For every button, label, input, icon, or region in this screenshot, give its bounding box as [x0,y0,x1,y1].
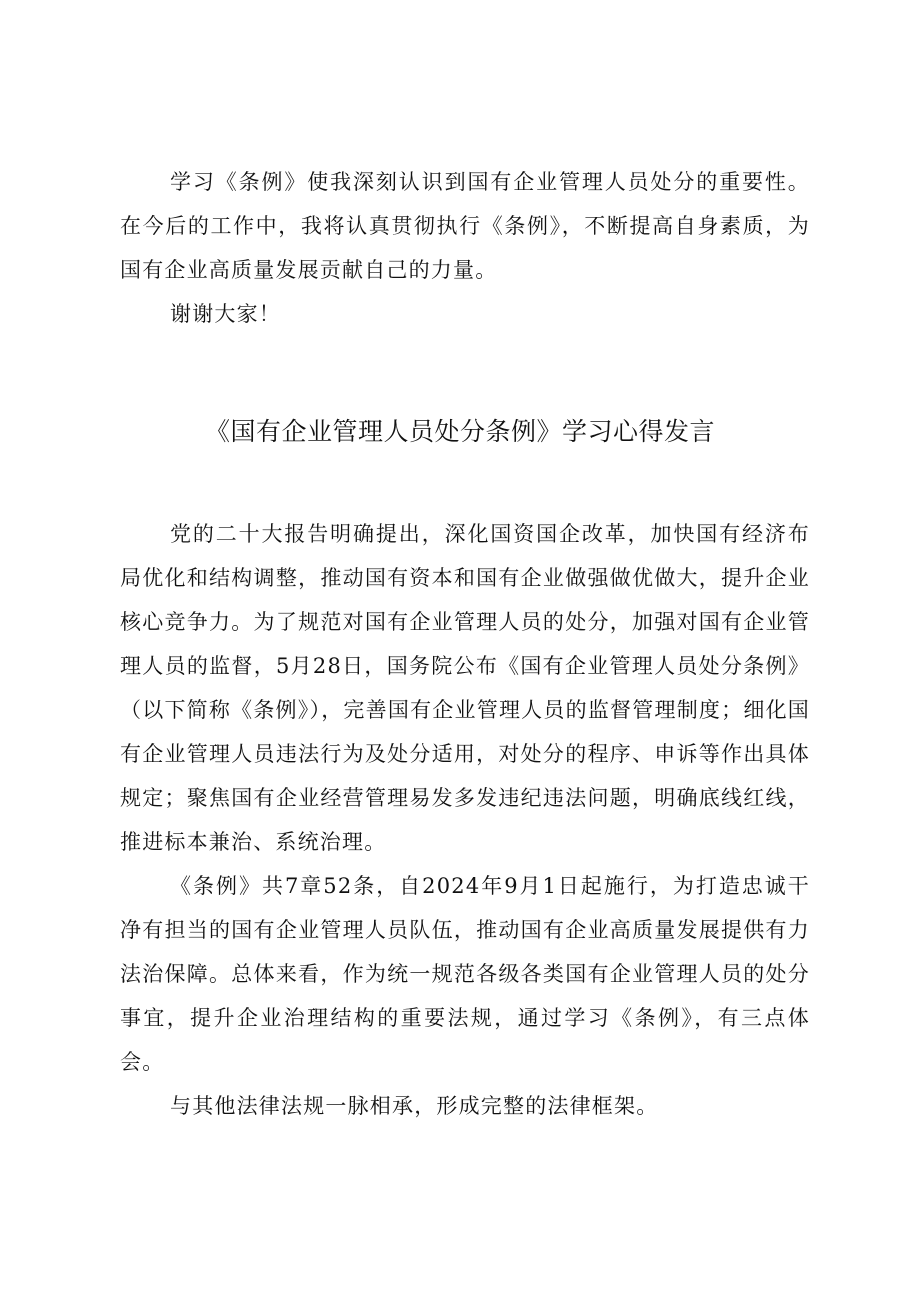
thanks-paragraph: 谢谢大家！ [170,302,281,326]
speech-title: 《国有企业管理人员处分条例》学习心得发言 [204,417,715,446]
body-paragraph-3: 与其他法律法规一脉相承，形成完整的法律框架。 [170,1094,659,1118]
closing-paragraph: 学习《条例》使我深刻认识到国有企业管理人员处分的重要性。在今后的工作中，我将认真贯彻执行《条例》，不断提高自身素质，为国有企业高质量发展贡献自己的力量。 [120,170,810,282]
body-paragraph-2: 《条例》共7章52条，自2024年9月1日起施行，为打造忠诚干净有担当的国有企业管理人员队伍，推动国有企业高质量发展提供有力法治保障。总体来看，作为统一规范各级各类国有企业管理人员的处分事宜，提升企业治理结构的重要法规，通过学习《条例》，有三点体会。 [120,874,810,1074]
body-paragraph-1: 党的二十大报告明确提出，深化国资国企改革，加快国有经济布局优化和结构调整，推动国有资本和国有企业做强做优做大，提升企业核心竞争力。为了规范对国有企业管理人员的处分，加强对国有企业管理人员的监督，5月28日，国务院公布《国有企业管理人员处分条例》（以下简称《条例》），完善国有企业管理人员的监督管理制度；细化国有企业管理人员违法行为及处分适用，对处分的程序、申诉等作出具体规定；聚焦国有企业经营管理易发多发违纪违法问题，明确底线红线，推进标本兼治、系统治理。 [120,522,810,854]
